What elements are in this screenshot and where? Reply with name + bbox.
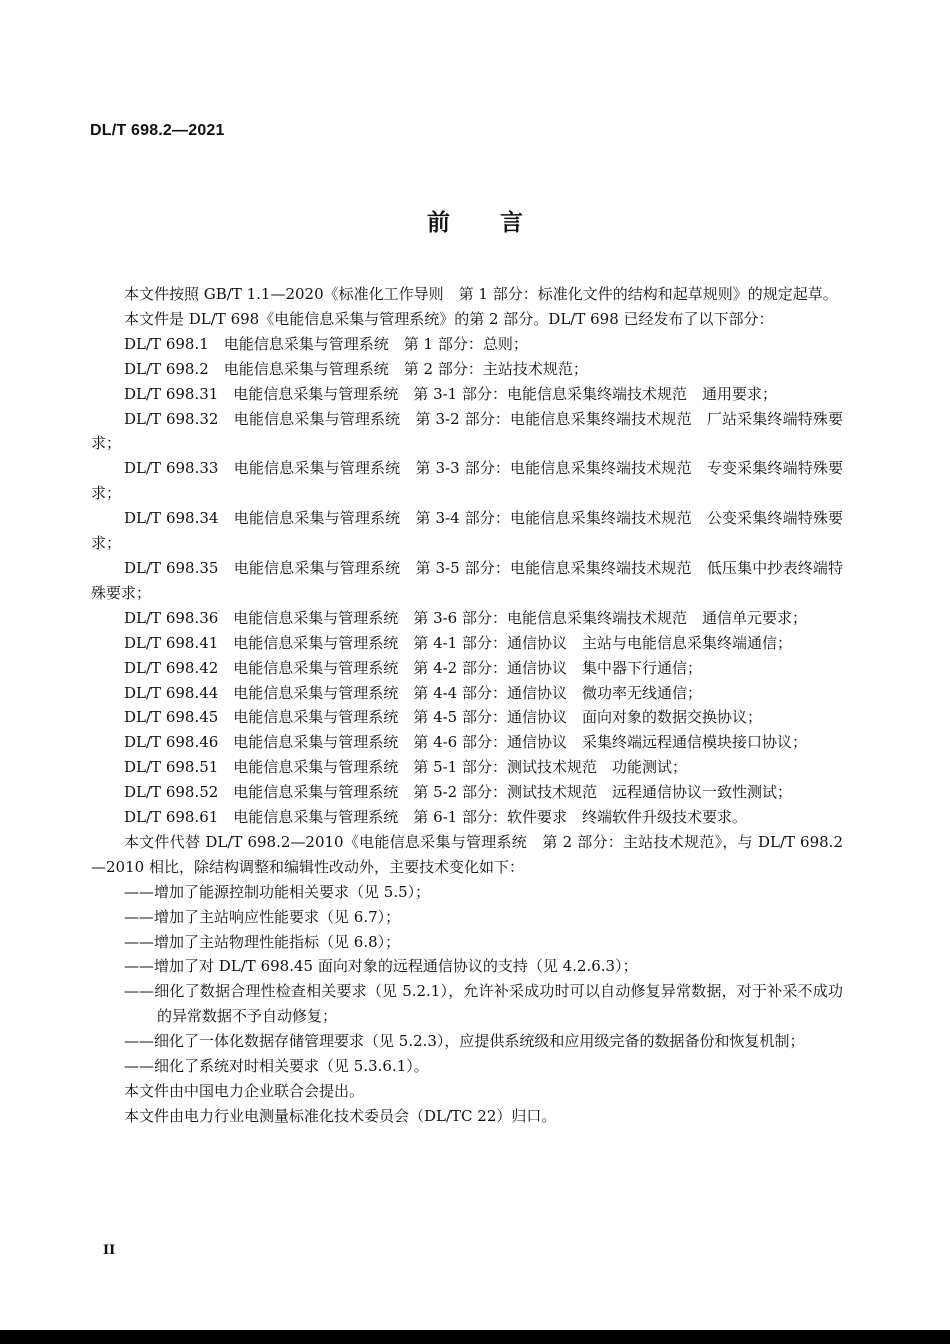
bottom-edge-bar [0, 1330, 950, 1344]
standard-part-item: DL/T 698.1 电能信息采集与管理系统 第 1 部分：总则； [124, 334, 528, 353]
document-body [91, 282, 843, 1129]
standard-part-item: DL/T 698.35 电能信息采集与管理系统 第 3-5 部分：电能信息采集终端技术规范 低压集中抄表终端特殊要求； [91, 558, 843, 602]
standard-part-item: DL/T 698.52 电能信息采集与管理系统 第 5-2 部分：测试技术规范 远程通信协议一致性测试； [124, 783, 792, 802]
change-item: ——细化了一体化数据存储管理要求（见 5.2.3），应提供系统级和应用级完备的数据备份和恢复机制； [124, 1032, 805, 1051]
standard-part-item: DL/T 698.61 电能信息采集与管理系统 第 6-1 部分：软件要求 终端软件升级技术要求。 [124, 808, 747, 827]
change-item: ——细化了系统对时相关要求（见 5.3.6.1）。 [124, 1057, 429, 1076]
page-title: 前言 [427, 209, 573, 236]
change-item: ——增加了能源控制功能相关要求（见 5.5）； [124, 882, 431, 901]
standard-part-item: DL/T 698.46 电能信息采集与管理系统 第 4-6 部分：通信协议 采集终端远程通信模块接口协议； [124, 733, 807, 752]
standard-part-item: DL/T 698.2 电能信息采集与管理系统 第 2 部分：主站技术规范； [124, 359, 588, 378]
change-item: ——增加了对 DL/T 698.45 面向对象的远程通信协议的支持（见 4.2.6.3）； [124, 957, 638, 976]
standard-part-item: DL/T 698.32 电能信息采集与管理系统 第 3-2 部分：电能信息采集终端技术规范 厂站采集终端特殊要求； [91, 409, 843, 453]
paragraph: 本文件由电力行业电测量标准化技术委员会（DL/TC 22）归口。 [124, 1106, 557, 1125]
standard-part-item: DL/T 698.33 电能信息采集与管理系统 第 3-3 部分：电能信息采集终端技术规范 专变采集终端特殊要求； [91, 459, 843, 503]
standard-part-item: DL/T 698.36 电能信息采集与管理系统 第 3-6 部分：电能信息采集终端技术规范 通信单元要求； [124, 608, 807, 627]
standard-part-item: DL/T 698.41 电能信息采集与管理系统 第 4-1 部分：通信协议 主站与电能信息采集终端通信； [124, 633, 792, 652]
paragraph: 本文件代替 DL/T 698.2—2010《电能信息采集与管理系统 第 2 部分：主站技术规范》，与 DL/T 698.2—2010 相比，除结构调整和编辑性改动外，主要技术变化如下： [91, 832, 843, 876]
page-number: II [103, 1243, 116, 1258]
standard-part-item: DL/T 698.45 电能信息采集与管理系统 第 4-5 部分：通信协议 面向对象的数据交换协议； [124, 708, 762, 727]
standard-part-item: DL/T 698.42 电能信息采集与管理系统 第 4-2 部分：通信协议 集中器下行通信； [124, 658, 702, 677]
paragraph: 本文件是 DL/T 698《电能信息采集与管理系统》的第 2 部分。DL/T 698 已经发布了以下部分： [124, 309, 774, 328]
document-code: DL/T 698.2—2021 [90, 122, 225, 139]
change-item: ——增加了主站物理性能指标（见 6.8）； [124, 932, 401, 951]
paragraph: 本文件按照 GB/T 1.1—2020《标准化工作导则 第 1 部分：标准化文件的结构和起草规则》的规定起草。 [124, 285, 838, 303]
change-item: ——细化了数据合理性检查相关要求（见 5.2.1），允许补采成功时可以自动修复异常数据，对于补采不成功的异常数据不予自动修复； [124, 982, 843, 1026]
standard-part-item: DL/T 698.34 电能信息采集与管理系统 第 3-4 部分：电能信息采集终端技术规范 公变采集终端特殊要求； [91, 509, 843, 553]
standard-part-item: DL/T 698.44 电能信息采集与管理系统 第 4-4 部分：通信协议 微功率无线通信； [124, 683, 702, 702]
standard-part-item: DL/T 698.51 电能信息采集与管理系统 第 5-1 部分：测试技术规范 功能测试； [124, 758, 687, 777]
change-item: ——增加了主站响应性能要求（见 6.7）； [124, 907, 401, 926]
standard-part-item: DL/T 698.31 电能信息采集与管理系统 第 3-1 部分：电能信息采集终端技术规范 通用要求； [124, 384, 777, 403]
paragraph: 本文件由中国电力企业联合会提出。 [124, 1082, 365, 1100]
